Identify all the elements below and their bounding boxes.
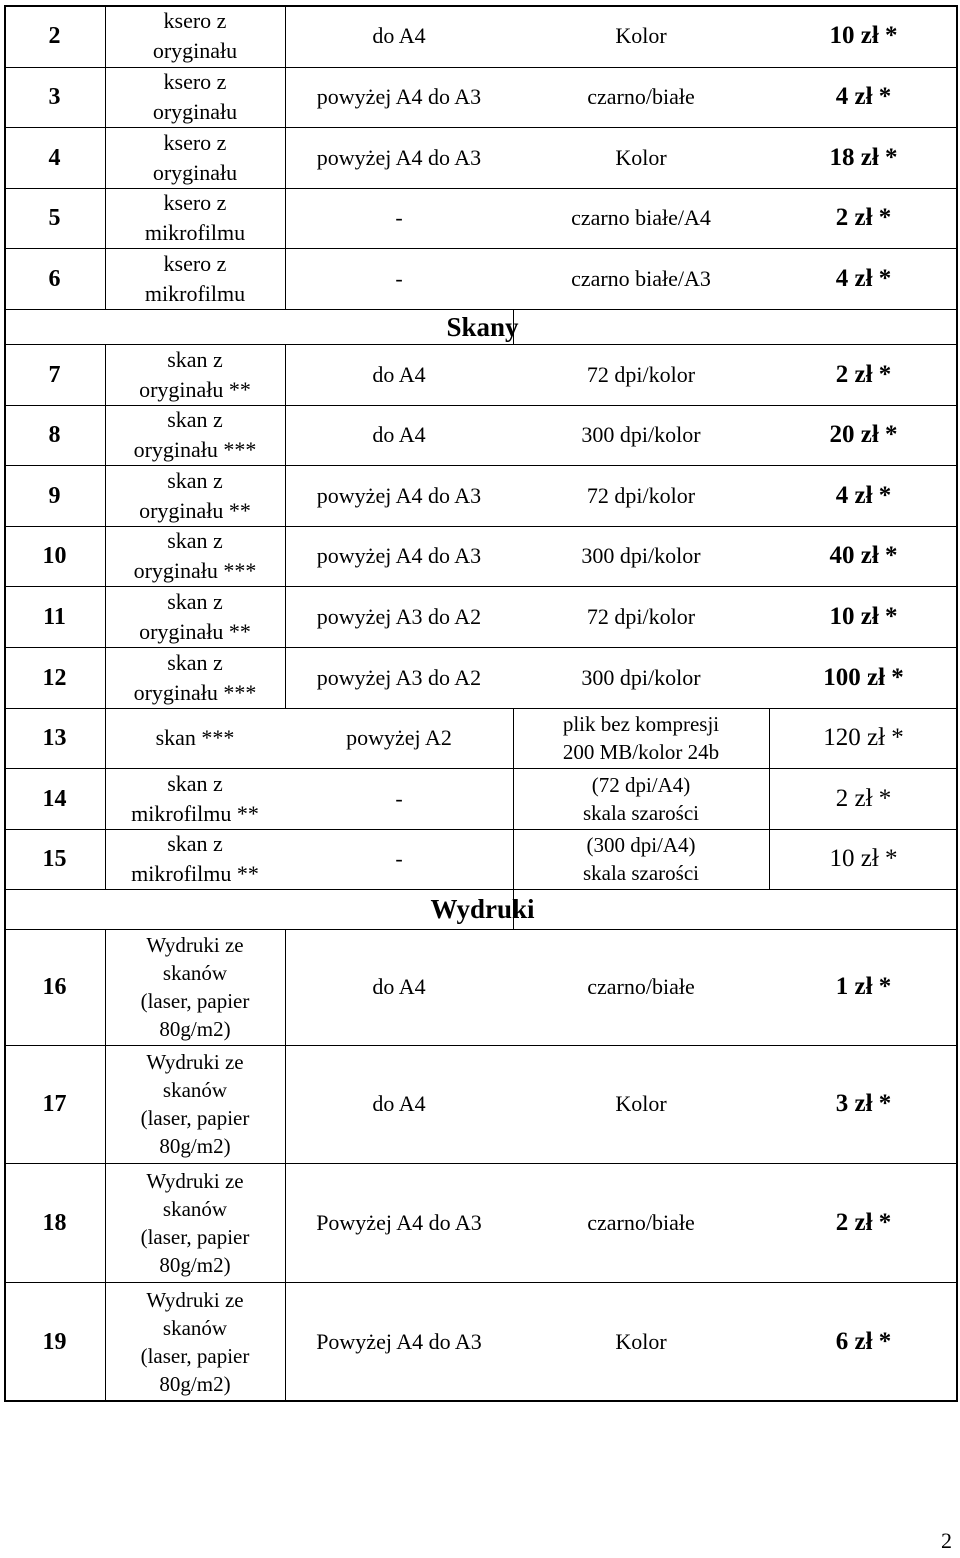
row-size: powyżej A2 [346,725,452,750]
row-description: ksero z mikrofilmu [144,190,246,245]
row-price: 20 zł * [829,421,898,448]
row-size: powyżej A4 do A3 [316,144,482,170]
row-number: 18 [42,1209,67,1236]
row-type: Kolor [615,144,667,170]
row-description: Wydruki ze skanów (laser, papier 80g/m2) [140,1168,250,1277]
row-description: ksero z mikrofilmu [144,250,246,306]
page-number: 2 [941,1528,952,1553]
row-description: skan z oryginału ** [139,588,251,644]
row-number: 9 [48,482,61,509]
row-size: do A4 [372,974,426,999]
row-type: Kolor [615,1328,667,1354]
row-number: 3 [48,84,61,110]
row-size: - [395,785,403,811]
row-number: 16 [42,974,67,1000]
row-size: powyżej A4 do A3 [316,543,482,568]
row-size: powyżej A4 do A3 [316,482,482,508]
row-price: 40 zł * [829,542,898,569]
row-description: skan z mikrofilmu ** [131,831,259,886]
row-price: 2 zł * [835,1208,892,1236]
row-price: 3 zł * [835,1090,892,1117]
row-type: czarno białe/A3 [571,265,711,291]
row-size: - [395,205,403,230]
row-size: do A4 [372,1091,426,1116]
row-description: ksero z oryginału [152,8,238,63]
section-header-wydruki: Wydruki [430,894,535,924]
row-number: 17 [42,1091,67,1117]
row-description: Wydruki ze skanów (laser, papier 80g/m2) [140,933,250,1041]
row-type: 300 dpi/kolor [581,422,701,447]
row-description: skan z oryginału *** [133,649,257,705]
row-description: Wydruki ze skanów (laser, papier 80g/m2) [140,1287,250,1396]
row-description: skan z oryginału *** [133,528,257,583]
row-size: - [395,846,403,871]
row-size: Powyżej A4 do A3 [316,1209,482,1235]
row-size: powyżej A3 do A2 [316,603,482,629]
row-price: 1 zł * [835,973,892,1000]
row-price: 4 zł * [835,83,892,110]
row-price: 6 zł * [835,1327,892,1355]
row-price: 4 zł * [835,481,892,509]
row-type: 72 dpi/kolor [586,482,696,508]
row-price: 2 zł * [835,784,892,812]
row-price: 10 zł * [829,845,898,872]
row-type: czarno/białe [587,84,695,109]
row-description: ksero z oryginału [152,129,238,185]
row-number: 14 [42,785,67,812]
row-number: 12 [42,664,67,691]
row-type: czarno/białe [587,1209,695,1235]
row-price: 18 zł * [829,143,898,171]
row-type: 72 dpi/kolor [586,361,696,387]
row-description: ksero z oryginału [152,69,238,124]
row-number: 2 [48,23,61,49]
row-type: czarno białe/A4 [571,205,711,230]
row-price: 100 zł * [823,663,904,691]
row-price: 2 zł * [835,204,892,231]
row-price: 10 zł * [829,22,898,49]
row-number: 10 [42,543,67,569]
row-size: powyżej A3 do A2 [316,664,482,690]
row-number: 15 [42,846,67,872]
row-type: 300 dpi/kolor [581,664,701,690]
row-type: plik bez kompresji 200 MB/kolor 24b [562,712,720,764]
row-number: 5 [48,205,61,231]
row-description: skan z oryginału ** [139,346,251,402]
row-size: - [395,265,403,291]
row-size: Powyżej A4 do A3 [316,1328,482,1354]
row-size: do A4 [372,422,426,447]
row-type: Kolor [615,23,667,48]
row-price: 120 zł * [823,724,904,751]
row-number: 8 [48,422,61,448]
row-type: 72 dpi/kolor [586,603,696,629]
row-description: Wydruki ze skanów (laser, papier 80g/m2) [140,1050,250,1158]
row-description: skan z oryginału ** [139,467,251,523]
row-type: (72 dpi/A4) skala szarości [582,772,700,825]
row-price: 2 zł * [835,360,892,388]
row-size: do A4 [372,361,426,387]
row-number: 19 [42,1328,67,1355]
row-number: 7 [48,361,61,388]
row-type: (300 dpi/A4) skala szarości [582,833,700,885]
row-size: do A4 [372,23,426,48]
row-price: 10 zł * [829,602,898,630]
row-size: powyżej A4 do A3 [316,84,482,109]
row-number: 6 [48,265,61,292]
section-header-skany: Skany [446,311,519,342]
row-number: 11 [43,603,66,630]
row-type: czarno/białe [587,974,695,999]
row-description: skan z oryginału *** [133,407,257,462]
row-type: 300 dpi/kolor [581,543,701,568]
row-number: 4 [48,144,61,171]
row-type: Kolor [615,1091,667,1116]
row-price: 4 zł * [835,264,892,292]
row-description: skan *** [155,725,235,750]
row-number: 13 [42,725,67,751]
row-description: skan z mikrofilmu ** [131,770,259,826]
